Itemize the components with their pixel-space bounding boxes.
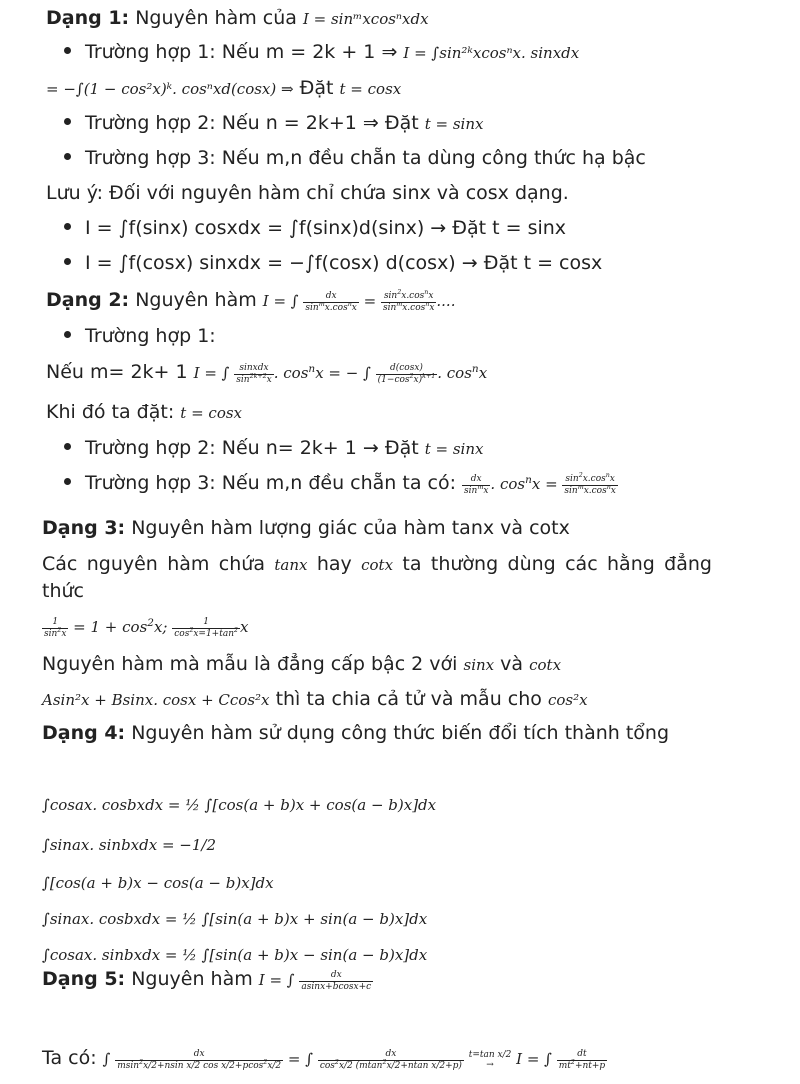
d4-formula-5: ∫cosax. sinbxdx = ½ ∫[sin(a + b)x − sin(a − b)x]dx [42,946,428,964]
d1-case3: Trường hợp 3: Nếu m,n đều chẵn ta dùng công thức hạ bậc [64,146,646,170]
bullet-icon [64,258,71,265]
d4-formula-4: ∫sinax. cosbxdx = ½ ∫[sin(a + b)x + sin(a − b)x]dx [42,910,428,928]
bullet-icon [64,153,71,160]
d4-formula-3: ∫[cos(a + b)x − cos(a − b)x]dx [42,874,274,892]
bullet-icon [64,223,71,230]
d3-para3: Asin²x + Bsinx. cosx + Ccos²x thì ta chia cả tử và mẫu cho cos²x [42,688,588,710]
d1-title: Dạng 1: Nguyên hàm của I = sinᵐxcosⁿxdx [46,7,429,29]
bullet-icon [64,443,71,450]
d1-note: Lưu ý: Đối với nguyên hàm chỉ chứa sinx và cosx dạng. [46,182,569,204]
bullet-icon [64,331,71,338]
d2-case3: Trường hợp 3: Nếu m,n đều chẵn ta có: $\frac{dx}{\sin^mx}$ . $\cos^nx$ = $\frac{\sin^2x.\cos^nx}{\sin^mx.\cos^nx}$ [64,471,618,497]
bullet-icon [64,478,71,485]
d4-title: Dạng 4: Nguyên hàm sử dụng công thức biến đổi tích thành tổng [42,722,670,744]
d3-identity: $\frac{1}{\sin^2x}$ = $1 + \cos^2x$; $\frac{1}{\cos^2x=1+\tan^2}$ x [44,616,249,639]
d2-formula: I = ∫ $\frac{dx}{\sin^mx.\cos^nx}$ = $\frac{\sin^2x.\cos^nx}{\sin^mx.\cos^nx}$ .... [262,288,456,313]
d2-case2: Trường hợp 2: Nếu n= 2k+ 1 → Đặt t = sinx [64,436,483,461]
d1-note-item1: I = ∫f(sinx) cosxdx = ∫f(sinx)d(sinx) → Đặt t = sinx [64,216,566,240]
d3-para2: Nguyên hàm mà mẫu là đẳng cấp bậc 2 với sinx và cotx [42,653,562,675]
d1-note-item2: I = ∫f(cosx) sinxdx = −∫f(cosx) d(cosx) → Đặt t = cosx [64,251,602,275]
d4-formula-2: ∫sinax. sinbxdx = −1/2 [42,836,217,854]
d2-case1-formula: I = ∫ $\frac{\text{sinxdx}}{\sin^{2k+2}x}$ . $\cos^nx$ = − ∫ $\frac{d(\cos x)}{(1-\cos^2x)^{k+1}}$ . $\cos^nx$ [193,362,488,385]
d5-formula: ∫ $\frac{dx}{msin^2x/2+nsin x/2 \cos x/2+pcos^2x/2}$ = ∫ $\frac{dx}{\cos^2x/2 (mtan^2x/2+ntan x/2+p)}$ t=tan x/2 → I = ∫ $\frac{dt}{mt^2+nt+p}$ [102,1048,606,1071]
d1-case1: Trường hợp 1: Nếu m = 2k + 1 ⇒ I = ∫sin²ᵏxcosⁿx. sinxdx [64,40,579,65]
d5-title: Dạng 5: Nguyên hàm I = ∫ $\frac{dx}{asinx+bcosx+c}$ [42,968,372,992]
d2-case3-formula: $\frac{dx}{\sin^mx}$ . $\cos^nx$ = $\frac{\sin^2x.\cos^nx}{\sin^mx.\cos^nx}$ [464,471,616,496]
d3-para1: Các nguyên hàm chứa tanx hay cotx ta thường dùng các hằng đẳng thức [42,553,712,602]
d1-case2: Trường hợp 2: Nếu n = 2k+1 ⇒ Đặt t = sinx [64,111,483,136]
d2-if-m: Nếu m= 2k+ 1 I = ∫ $\frac{\text{sinxdx}}{\sin^{2k+2}x}$ . $\cos^nx$ = − ∫ $\frac{d(\cos x)}{(1-\cos^2x)^{k+1}}$ . $\cos^nx$ [46,361,488,385]
d3-title: Dạng 3: Nguyên hàm lượng giác của hàm tanx và cotx [42,517,570,539]
d2-then: Khi đó ta đặt: t = cosx [46,401,243,423]
d2-title: Dạng 2: Nguyên hàm I = ∫ $\frac{dx}{\sin^mx.\cos^nx}$ = $\frac{\sin^2x.\cos^nx}{\sin^mx.\cos^nx}$ .... [46,288,456,313]
d2-case1: Trường hợp 1: [64,324,216,348]
d5-taco: Ta có: ∫ $\frac{dx}{msin^2x/2+nsin x/2 \cos x/2+pcos^2x/2}$ = ∫ $\frac{dx}{\cos^2x/2 (mtan^2x/2+ntan x/2+p)}$ t=tan x/2 → I = ∫ $\frac{dt}{mt^2+nt+p}$ [42,1047,606,1071]
bullet-icon [64,118,71,125]
d1-case1-cont: = −∫(1 − cos²x)ᵏ. cosⁿxd(cosx) ⇒ Đặt t = cosx [46,77,402,99]
bullet-icon [64,47,71,54]
d4-formula-1: ∫cosax. cosbxdx = ½ ∫[cos(a + b)x + cos(a − b)x]dx [42,796,437,814]
